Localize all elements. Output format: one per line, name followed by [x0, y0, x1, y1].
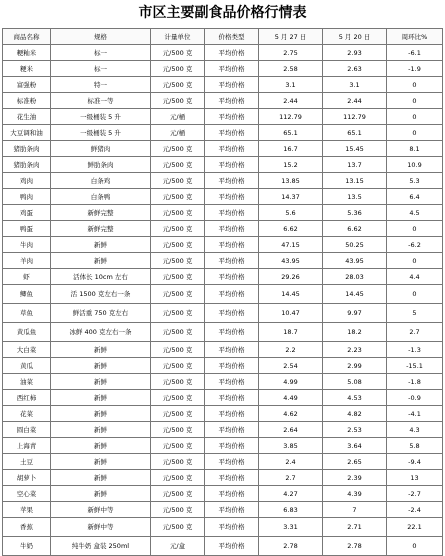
weekly-change-cell: 0	[387, 221, 443, 237]
unit-cell: 元/500 克	[151, 406, 205, 422]
weekly-change-cell: 0	[387, 253, 443, 269]
price-may27-cell: 13.85	[259, 173, 323, 189]
price-type-cell: 平均价格	[205, 422, 259, 438]
spec-cell: 新鲜	[51, 390, 151, 406]
unit-cell: 元/500 克	[151, 205, 205, 221]
weekly-change-cell: 0	[387, 77, 443, 93]
price-may27-cell: 29.26	[259, 269, 323, 285]
product-name-cell: 羊肉	[3, 253, 51, 269]
price-may20-cell: 2.93	[323, 45, 387, 61]
spec-cell: 新鲜	[51, 438, 151, 454]
spec-cell: 新鲜	[51, 422, 151, 438]
price-may20-cell: 5.36	[323, 205, 387, 221]
spec-cell: 白条鸡	[51, 173, 151, 189]
spec-cell: 特一	[51, 77, 151, 93]
price-may27-cell: 2.44	[259, 93, 323, 109]
spec-cell: 标准一等	[51, 93, 151, 109]
price-type-cell: 平均价格	[205, 537, 259, 556]
column-header: 商品名称	[3, 29, 51, 45]
price-may27-cell: 3.31	[259, 518, 323, 537]
price-may27-cell: 2.58	[259, 61, 323, 77]
column-header: 价格类型	[205, 29, 259, 45]
price-may27-cell: 4.99	[259, 374, 323, 390]
product-name-cell: 胡萝卜	[3, 470, 51, 486]
price-type-cell: 平均价格	[205, 45, 259, 61]
table-row	[3, 93, 443, 109]
unit-cell: 元/500 克	[151, 518, 205, 537]
price-may27-cell: 2.7	[259, 470, 323, 486]
spec-cell: 一级桶装 5 升	[51, 109, 151, 125]
price-may20-cell: 18.2	[323, 323, 387, 342]
price-may20-cell: 13.7	[323, 157, 387, 173]
unit-cell: 元/500 克	[151, 253, 205, 269]
spec-cell: 鲜活重 750 克左右	[51, 304, 151, 323]
table-row	[3, 205, 443, 221]
product-name-cell: 鸡肉	[3, 173, 51, 189]
sheet-title: 市区主要副食品价格行情表	[138, 5, 307, 21]
price-may20-cell: 112.79	[323, 109, 387, 125]
table-row	[3, 125, 443, 141]
weekly-change-cell: 4.3	[387, 422, 443, 438]
table-row	[3, 45, 443, 61]
unit-cell: 元/桶	[151, 125, 205, 141]
weekly-change-cell: 10.9	[387, 157, 443, 173]
price-type-cell: 平均价格	[205, 109, 259, 125]
unit-cell: 元/500 克	[151, 61, 205, 77]
price-may20-cell: 2.78	[323, 537, 387, 556]
price-may20-cell: 4.39	[323, 486, 387, 502]
unit-cell: 元/500 克	[151, 374, 205, 390]
price-may20-cell: 2.99	[323, 358, 387, 374]
price-type-cell: 平均价格	[205, 358, 259, 374]
price-may20-cell: 2.44	[323, 93, 387, 109]
price-type-cell: 平均价格	[205, 125, 259, 141]
weekly-change-cell: -6.2	[387, 237, 443, 253]
price-type-cell: 平均价格	[205, 221, 259, 237]
column-header: 计量单位	[151, 29, 205, 45]
price-may27-cell: 14.45	[259, 285, 323, 304]
price-may20-cell: 2.53	[323, 422, 387, 438]
product-name-cell: 苹果	[3, 502, 51, 518]
unit-cell: 元/500 克	[151, 285, 205, 304]
price-type-cell: 平均价格	[205, 173, 259, 189]
weekly-change-cell: 4.5	[387, 205, 443, 221]
price-type-cell: 平均价格	[205, 438, 259, 454]
weekly-change-cell: 13	[387, 470, 443, 486]
weekly-change-cell: 6.4	[387, 189, 443, 205]
weekly-change-cell: -15.1	[387, 358, 443, 374]
price-type-cell: 平均价格	[205, 502, 259, 518]
product-name-cell: 标准粉	[3, 93, 51, 109]
table-row	[3, 109, 443, 125]
price-may20-cell: 9.97	[323, 304, 387, 323]
spec-cell: 新鲜	[51, 374, 151, 390]
unit-cell: 元/500 克	[151, 173, 205, 189]
unit-cell: 元/500 克	[151, 438, 205, 454]
unit-cell: 元/500 克	[151, 237, 205, 253]
price-may27-cell: 5.6	[259, 205, 323, 221]
spec-cell: 活体长 10cm 左右	[51, 269, 151, 285]
price-type-cell: 平均价格	[205, 323, 259, 342]
column-header: 5 月 20 日	[323, 29, 387, 45]
table-body	[3, 45, 443, 556]
table-row	[3, 502, 443, 518]
unit-cell: 元/500 克	[151, 77, 205, 93]
price-may27-cell: 6.83	[259, 502, 323, 518]
table-row	[3, 406, 443, 422]
weekly-change-cell: -1.9	[387, 61, 443, 77]
price-may20-cell: 2.71	[323, 518, 387, 537]
price-may20-cell: 4.82	[323, 406, 387, 422]
column-header: 周环比%	[387, 29, 443, 45]
unit-cell: 元/500 克	[151, 358, 205, 374]
product-name-cell: 鲫鱼	[3, 285, 51, 304]
table-row	[3, 518, 443, 537]
product-name-cell: 西红柿	[3, 390, 51, 406]
price-type-cell: 平均价格	[205, 390, 259, 406]
table-row	[3, 304, 443, 323]
weekly-change-cell: 0	[387, 285, 443, 304]
price-may27-cell: 16.7	[259, 141, 323, 157]
price-type-cell: 平均价格	[205, 205, 259, 221]
product-name-cell: 油菜	[3, 374, 51, 390]
column-header: 规格	[51, 29, 151, 45]
unit-cell: 元/500 克	[151, 189, 205, 205]
unit-cell: 元/500 克	[151, 323, 205, 342]
price-type-cell: 平均价格	[205, 237, 259, 253]
spec-cell: 一级桶装 5 升	[51, 125, 151, 141]
spec-cell: 新鲜	[51, 486, 151, 502]
price-may20-cell: 15.45	[323, 141, 387, 157]
product-name-cell: 土豆	[3, 454, 51, 470]
price-may27-cell: 15.2	[259, 157, 323, 173]
weekly-change-cell: 8.1	[387, 141, 443, 157]
table-row	[3, 173, 443, 189]
price-may20-cell: 13.15	[323, 173, 387, 189]
unit-cell: 元/500 克	[151, 141, 205, 157]
weekly-change-cell: 22.1	[387, 518, 443, 537]
spec-cell: 新鲜	[51, 406, 151, 422]
product-name-cell: 大豆调和油	[3, 125, 51, 141]
unit-cell: 元/500 克	[151, 502, 205, 518]
product-name-cell: 猪肋条肉	[3, 157, 51, 173]
spec-cell: 新鲜完整	[51, 221, 151, 237]
price-type-cell: 平均价格	[205, 141, 259, 157]
spec-cell: 新鲜	[51, 237, 151, 253]
price-may27-cell: 10.47	[259, 304, 323, 323]
product-name-cell: 上海青	[3, 438, 51, 454]
weekly-change-cell: 5.3	[387, 173, 443, 189]
unit-cell: 元/500 克	[151, 486, 205, 502]
price-type-cell: 平均价格	[205, 342, 259, 358]
table-row	[3, 438, 443, 454]
price-may27-cell: 6.62	[259, 221, 323, 237]
unit-cell: 元/500 克	[151, 45, 205, 61]
weekly-change-cell: 5	[387, 304, 443, 323]
price-may20-cell: 2.63	[323, 61, 387, 77]
spec-cell: 活 1500 克左右一条	[51, 285, 151, 304]
table-row	[3, 253, 443, 269]
price-type-cell: 平均价格	[205, 189, 259, 205]
weekly-change-cell: 0	[387, 93, 443, 109]
table-row	[3, 221, 443, 237]
spec-cell: 新鲜	[51, 470, 151, 486]
product-name-cell: 草鱼	[3, 304, 51, 323]
price-may27-cell: 2.2	[259, 342, 323, 358]
unit-cell: 元/500 克	[151, 342, 205, 358]
table-row	[3, 61, 443, 77]
price-may27-cell: 112.79	[259, 109, 323, 125]
price-may27-cell: 2.78	[259, 537, 323, 556]
unit-cell: 元/盒	[151, 537, 205, 556]
price-may20-cell: 2.39	[323, 470, 387, 486]
price-type-cell: 平均价格	[205, 77, 259, 93]
table-row	[3, 77, 443, 93]
spec-cell: 鲜猪肉	[51, 141, 151, 157]
price-may20-cell: 2.23	[323, 342, 387, 358]
unit-cell: 元/500 克	[151, 93, 205, 109]
price-type-cell: 平均价格	[205, 304, 259, 323]
price-type-cell: 平均价格	[205, 454, 259, 470]
spec-cell: 新鲜	[51, 454, 151, 470]
product-name-cell: 鸭蛋	[3, 221, 51, 237]
unit-cell: 元/500 克	[151, 221, 205, 237]
spec-cell: 标一	[51, 45, 151, 61]
product-name-cell: 虾	[3, 269, 51, 285]
price-type-cell: 平均价格	[205, 374, 259, 390]
product-name-cell: 粳米	[3, 61, 51, 77]
table-row	[3, 342, 443, 358]
spec-cell: 新鲜中等	[51, 518, 151, 537]
price-may20-cell: 2.65	[323, 454, 387, 470]
price-may20-cell: 3.1	[323, 77, 387, 93]
table-row	[3, 454, 443, 470]
weekly-change-cell: -9.4	[387, 454, 443, 470]
weekly-change-cell: -0.9	[387, 390, 443, 406]
spec-cell: 新鲜	[51, 342, 151, 358]
price-may27-cell: 18.7	[259, 323, 323, 342]
weekly-change-cell: -6.1	[387, 45, 443, 61]
table-row	[3, 486, 443, 502]
weekly-change-cell: -1.8	[387, 374, 443, 390]
price-may27-cell: 3.1	[259, 77, 323, 93]
header-row	[3, 29, 443, 45]
price-may27-cell: 2.64	[259, 422, 323, 438]
product-name-cell: 香蕉	[3, 518, 51, 537]
product-name-cell: 花生油	[3, 109, 51, 125]
table-row	[3, 537, 443, 556]
product-name-cell: 粳籼米	[3, 45, 51, 61]
product-name-cell: 牛奶	[3, 537, 51, 556]
spec-cell: 新鲜	[51, 253, 151, 269]
spec-cell: 白条鸭	[51, 189, 151, 205]
product-name-cell: 鸭肉	[3, 189, 51, 205]
price-may20-cell: 6.62	[323, 221, 387, 237]
price-may20-cell: 7	[323, 502, 387, 518]
price-may20-cell: 65.1	[323, 125, 387, 141]
price-may27-cell: 4.27	[259, 486, 323, 502]
price-type-cell: 平均价格	[205, 406, 259, 422]
table-row	[3, 422, 443, 438]
price-may20-cell: 43.95	[323, 253, 387, 269]
table-row	[3, 323, 443, 342]
weekly-change-cell: 0	[387, 537, 443, 556]
table-row	[3, 141, 443, 157]
unit-cell: 元/500 克	[151, 269, 205, 285]
price-may27-cell: 2.4	[259, 454, 323, 470]
spec-cell: 纯牛奶 盒装 250ml	[51, 537, 151, 556]
spec-cell: 冰鲜 400 克左右一条	[51, 323, 151, 342]
weekly-change-cell: -4.1	[387, 406, 443, 422]
price-may27-cell: 65.1	[259, 125, 323, 141]
weekly-change-cell: 5.8	[387, 438, 443, 454]
product-name-cell: 鸡蛋	[3, 205, 51, 221]
table-row	[3, 470, 443, 486]
price-may20-cell: 13.5	[323, 189, 387, 205]
price-type-cell: 平均价格	[205, 486, 259, 502]
price-may27-cell: 14.37	[259, 189, 323, 205]
price-table	[2, 28, 443, 556]
table-row	[3, 374, 443, 390]
unit-cell: 元/500 克	[151, 470, 205, 486]
unit-cell: 元/500 克	[151, 454, 205, 470]
product-name-cell: 牛肉	[3, 237, 51, 253]
product-name-cell: 圆白菜	[3, 422, 51, 438]
price-may20-cell: 4.53	[323, 390, 387, 406]
spec-cell: 新鲜中等	[51, 502, 151, 518]
unit-cell: 元/500 克	[151, 422, 205, 438]
column-header: 5 月 27 日	[259, 29, 323, 45]
unit-cell: 元/500 克	[151, 390, 205, 406]
product-name-cell: 黄瓜	[3, 358, 51, 374]
price-type-cell: 平均价格	[205, 253, 259, 269]
table-row	[3, 358, 443, 374]
weekly-change-cell: -1.3	[387, 342, 443, 358]
product-name-cell: 富强粉	[3, 77, 51, 93]
unit-cell: 元/500 克	[151, 304, 205, 323]
product-name-cell: 猪肋条肉	[3, 141, 51, 157]
price-type-cell: 平均价格	[205, 285, 259, 304]
price-type-cell: 平均价格	[205, 61, 259, 77]
table-row	[3, 237, 443, 253]
product-name-cell: 大白菜	[3, 342, 51, 358]
weekly-change-cell: 4.4	[387, 269, 443, 285]
price-type-cell: 平均价格	[205, 157, 259, 173]
weekly-change-cell: 0	[387, 109, 443, 125]
spec-cell: 新鲜	[51, 358, 151, 374]
product-name-cell: 黄瓜鱼	[3, 323, 51, 342]
weekly-change-cell: -2.7	[387, 486, 443, 502]
price-type-cell: 平均价格	[205, 470, 259, 486]
price-may27-cell: 4.49	[259, 390, 323, 406]
table-row	[3, 157, 443, 173]
price-type-cell: 平均价格	[205, 518, 259, 537]
spec-cell: 标一	[51, 61, 151, 77]
table-row	[3, 269, 443, 285]
table-row	[3, 285, 443, 304]
spec-cell: 鲜肋条肉	[51, 157, 151, 173]
product-name-cell: 花菜	[3, 406, 51, 422]
table-row	[3, 189, 443, 205]
price-type-cell: 平均价格	[205, 269, 259, 285]
price-may20-cell: 50.25	[323, 237, 387, 253]
price-may20-cell: 5.08	[323, 374, 387, 390]
price-may20-cell: 14.45	[323, 285, 387, 304]
spec-cell: 新鲜完整	[51, 205, 151, 221]
price-may27-cell: 4.62	[259, 406, 323, 422]
price-type-cell: 平均价格	[205, 93, 259, 109]
table-row	[3, 390, 443, 406]
weekly-change-cell: 2.7	[387, 323, 443, 342]
weekly-change-cell: -2.4	[387, 502, 443, 518]
price-may20-cell: 28.03	[323, 269, 387, 285]
price-may27-cell: 43.95	[259, 253, 323, 269]
unit-cell: 元/桶	[151, 109, 205, 125]
weekly-change-cell: 0	[387, 125, 443, 141]
price-may27-cell: 47.15	[259, 237, 323, 253]
product-name-cell: 空心菜	[3, 486, 51, 502]
price-may27-cell: 2.54	[259, 358, 323, 374]
unit-cell: 元/500 克	[151, 157, 205, 173]
price-may27-cell: 2.75	[259, 45, 323, 61]
price-may20-cell: 3.64	[323, 438, 387, 454]
price-may27-cell: 3.85	[259, 438, 323, 454]
